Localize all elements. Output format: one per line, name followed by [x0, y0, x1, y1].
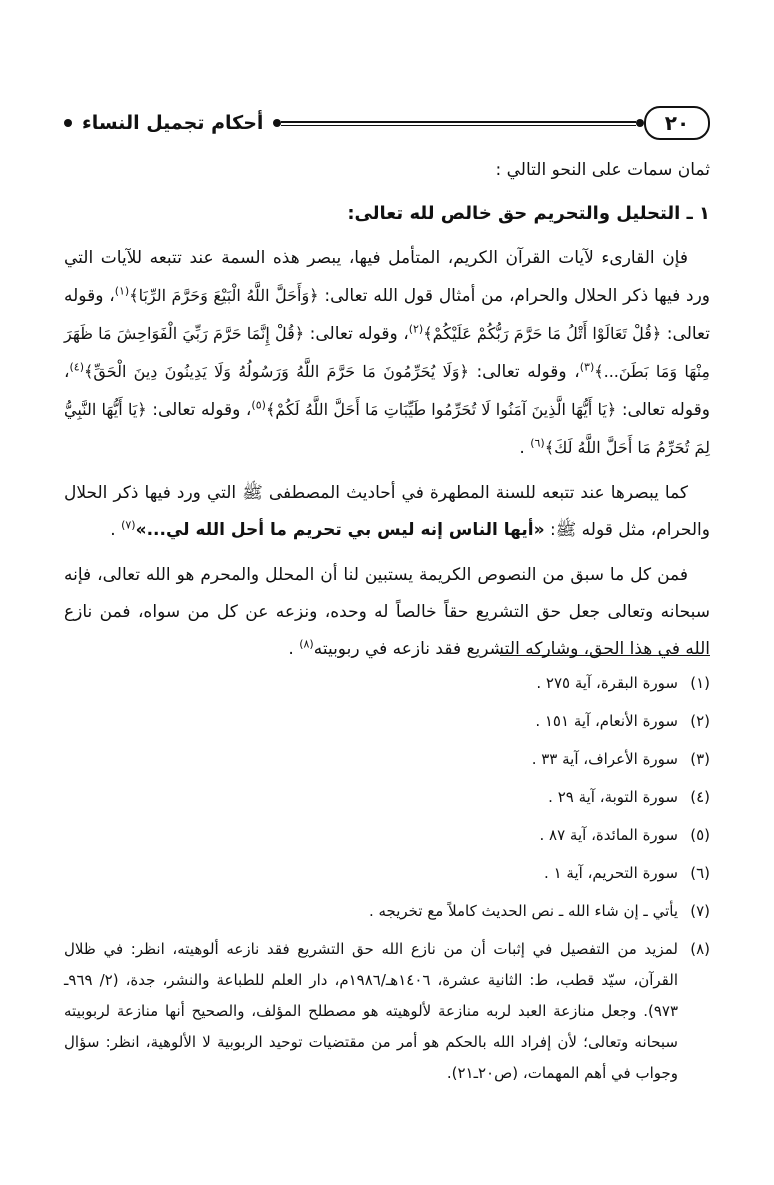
footnote-text: سورة الأنعام، آية ١٥١ .: [535, 712, 678, 730]
footnote-number: (٨): [690, 940, 710, 958]
text-run: كما يبصرها عند تتبعه للسنة المطهرة في أحاديث المصطفى ﷺ التي ورد فيها ذكر الحلال والحرام، مثل قوله ﷺ:: [64, 483, 710, 540]
intro-line: ثمان سمات على النحو التالي :: [495, 160, 710, 180]
header-dot-icon: [273, 119, 281, 127]
text-run: ، وقوله تعالى:: [146, 400, 252, 420]
text-run: .: [288, 639, 300, 659]
footnote-ref: (٨): [299, 637, 314, 651]
text-run: ، وقوله تعالى:: [468, 362, 580, 382]
running-title: أحكام تجميل النساء: [82, 112, 264, 134]
footnote-ref: (١): [114, 284, 130, 298]
header-dot-icon: [64, 119, 72, 127]
header-rule: [281, 121, 636, 126]
text-run: ، وقوله تعالى:: [304, 324, 409, 344]
footnote-ref: (٢): [408, 322, 424, 336]
footnote-text: سورة المائدة، آية ٨٧ .: [539, 826, 678, 844]
paragraph-quran-verses: [64, 240, 710, 467]
footnote-number: (١): [690, 674, 710, 692]
text-run: فمن كل ما سبق من النصوص الكريمة يستبين لنا أن المحلل والمحرم هو الله تعالى، فإنه سبحانه وتعالى جعل حق التشريع حقاً خالصاً له وحده، ونزعه عن كل من سواه، فمن نازع الله في هذا الحق، وشاركه التشريع فقد نازعه في ربوبيته: [64, 565, 710, 659]
footnote-number: (٢): [690, 712, 710, 730]
footnote: [64, 778, 710, 816]
text-run: ، وقوله تعالى:: [64, 286, 710, 344]
footnote-ref: (٣): [579, 360, 595, 374]
footnote-number: (٤): [690, 788, 710, 806]
footnote-text: يأتي ـ إن شاء الله ـ نص الحديث كاملاً مع تخريجه .: [368, 902, 678, 920]
footnote-ref: (٤): [69, 360, 85, 374]
paragraph-conclusion: [64, 557, 710, 668]
footnote-text: سورة الأعراف، آية ٣٣ .: [531, 750, 678, 768]
footnote-text: لمزيد من التفصيل في إثبات أن من نازع الله حق التشريع فقد نازعه ألوهيته، انظر: في ظلال القرآن، سيّد قطب، ط: الثانية عشرة، ١٤٠٦هـ/١٩٨٦م، دار العلم للطباعة والنشر، جدة، (٢/ ٩٦٩ـ ٩٧٣). وجعل منازعة العبد لربه منازعة لألوهيته هو مصطلح المؤلف، والصحيح أنها منازعة لربوبيته سبحانه وتعالى؛ لأن إفراد الله بالحكم هو أمر من مقتضيات توحيد الربوبية لا الألوهية، انظر: سؤال وجواب في أهم المهمات، (ص٢٠ـ٢١).: [64, 940, 678, 1082]
footnote: [64, 816, 710, 854]
footnote-number: (٣): [690, 750, 710, 768]
footnote: [64, 892, 710, 930]
footnote-ref: (٥): [251, 398, 266, 412]
footnote: [64, 664, 710, 702]
running-header: [64, 103, 710, 143]
text-run: ، وقوله تعالى:: [64, 362, 710, 420]
footnotes: [64, 664, 710, 1089]
text-run: .: [110, 520, 122, 540]
text-run: .: [519, 438, 531, 458]
footnote-separator: [500, 655, 710, 656]
quran-verse: ﴿قُلْ تَعَالَوْا أَتْلُ مَا حَرَّمَ رَبُّكُمْ عَلَيْكُمْ﴾: [423, 324, 662, 343]
footnote-number: (٧): [690, 902, 710, 920]
footnote-ref: (٧): [121, 518, 136, 532]
quran-verse: ﴿يَا أَيُّهَا الَّذِينَ آمَنُوا لَا تُحَرِّمُوا طَيِّبَاتِ مَا أَحَلَّ اللَّهُ لَكُمْ﴾: [265, 400, 617, 419]
page-number: ٢٠: [644, 106, 710, 140]
paragraph-hadith: [64, 475, 710, 549]
footnote-number: (٦): [690, 864, 710, 882]
footnote-text: سورة التوبة، آية ٢٩ .: [548, 788, 678, 806]
section-heading: ١ ـ التحليل والتحريم حق خالص لله تعالى:: [347, 203, 710, 224]
footnote: [64, 702, 710, 740]
header-dot-icon: [636, 119, 644, 127]
footnote: [64, 740, 710, 778]
hadith-quote: «أيها الناس إنه ليس بي تحريم ما أحل الله لي...»: [135, 520, 545, 540]
quran-verse: ﴿يَا أَيُّهَا النَّبِيُّ لِمَ تُحَرِّمُ مَا أَحَلَّ اللَّهُ لَكَ﴾: [64, 400, 710, 457]
main-text: [64, 152, 710, 676]
quran-verse: ﴿وَأَحَلَّ اللَّهُ الْبَيْعَ وَحَرَّمَ الرِّبَا﴾: [129, 286, 319, 305]
footnote-ref: (٦): [530, 436, 545, 450]
footnote-number: (٥): [690, 826, 710, 844]
footnote: [64, 934, 710, 1089]
quran-verse: ﴿وَلَا يُحَرِّمُونَ مَا حَرَّمَ اللَّهُ وَرَسُولُهُ وَلَا يَدِينُونَ دِينَ الْحَقِّ﴾: [84, 362, 469, 381]
footnote-text: سورة البقرة، آية ٢٧٥ .: [536, 674, 678, 692]
footnote-text: سورة التحريم، آية ١ .: [544, 864, 678, 882]
text-run: فإن القارىء لآيات القرآن الكريم، المتأمل فيها، يبصر هذه السمة عند تتبعه للآيات التي ورد فيها ذكر الحلال والحرام، من أمثال قول الله تعالى:: [64, 248, 710, 306]
quran-verse: ﴿قُلْ إِنَّمَا حَرَّمَ رَبِّيَ الْفَوَاحِشَ مَا ظَهَرَ مِنْهَا وَمَا بَطَنَ...﴾: [64, 324, 710, 381]
footnote: [64, 854, 710, 892]
